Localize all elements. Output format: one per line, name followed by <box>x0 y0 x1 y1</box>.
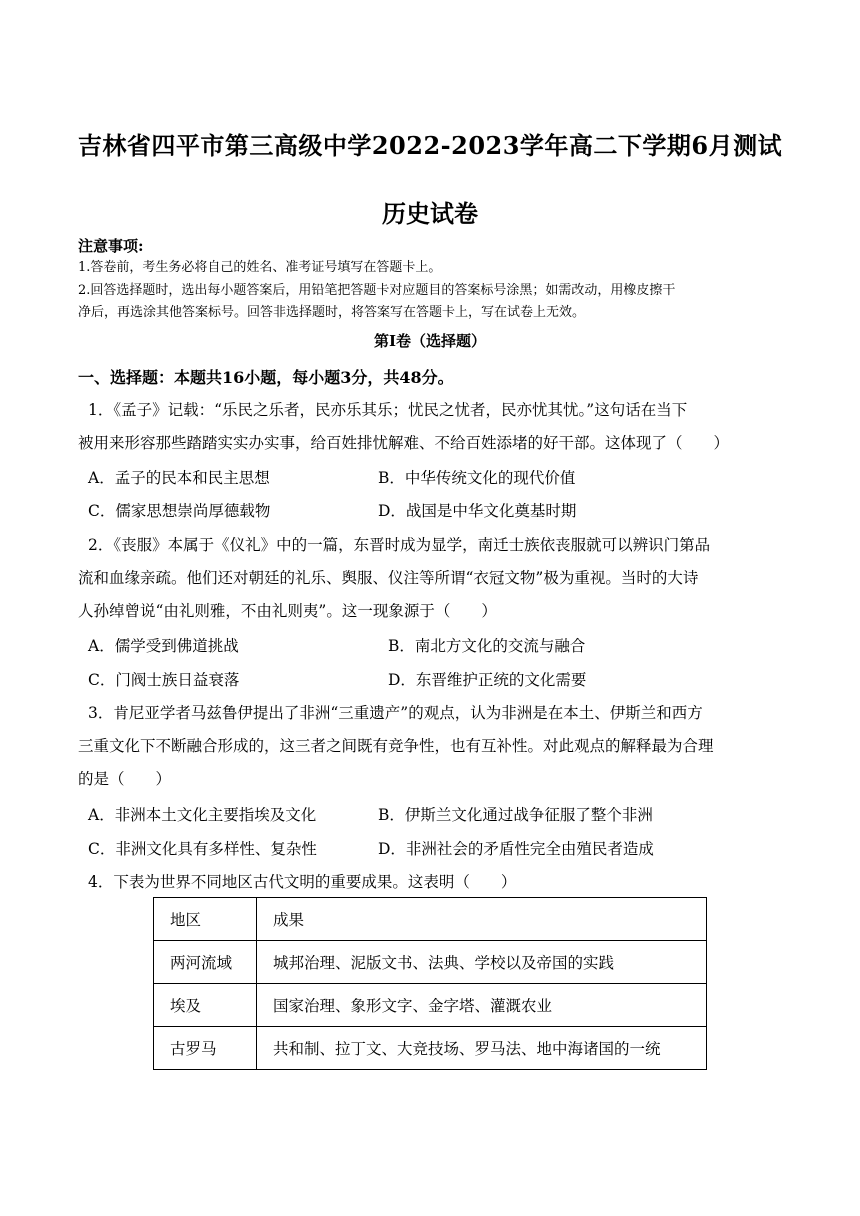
question-2-line-1: 2．《丧服》本属于《仪礼》中的一篇，东晋时成为显学，南迁士族依丧服就可以辨识门第品 <box>88 536 711 554</box>
q2-option-b: B．南北方文化的交流与融合 <box>388 637 586 655</box>
question-3-line-3: 的是（ ） <box>78 770 172 788</box>
q2-option-c: C．门阀士族日益衰落 <box>88 671 240 689</box>
exam-title: 吉林省四平市第三高级中学2022-2023学年高二下学期6月测试 <box>77 131 783 160</box>
part-title: 第Ⅰ卷（选择题） <box>373 332 487 350</box>
table-header-cell: 成果 <box>257 898 707 941</box>
table-cell: 埃及 <box>154 984 257 1027</box>
question-3-line-2: 三重文化下不断融合形成的，这三者之间既有竞争性，也有互补性。对此观点的解释最为合理 <box>78 737 714 755</box>
question-4 <box>78 866 784 899</box>
table-cell: 共和制、拉丁文、大竞技场、罗马法、地中海诸国的一统 <box>257 1027 707 1070</box>
q2-option-a: A．儒学受到佛道挑战 <box>88 637 239 655</box>
table-cell: 城邦治理、泥版文书、法典、学校以及帝国的实践 <box>257 941 707 984</box>
table-cell: 古罗马 <box>154 1027 257 1070</box>
question-1 <box>78 394 784 460</box>
civilization-table <box>153 897 707 1070</box>
question-2-line-2: 流和血缘亲疏。他们还对朝廷的礼乐、舆服、仪注等所谓“衣冠文物”极为重视。当时的大诗 <box>78 569 699 587</box>
notice-item-2-line2: 净后，再选涂其他答案标号。回答非选择题时，将答案写在答题卡上，写在试卷上无效。 <box>78 305 586 320</box>
q1-option-d: D．战国是中华文化奠基时期 <box>378 502 577 520</box>
question-2 <box>78 529 784 628</box>
question-4-line-1: 4．下表为世界不同地区古代文明的重要成果。这表明（ ） <box>88 873 517 891</box>
table-row <box>154 984 707 1027</box>
table-row <box>154 941 707 984</box>
question-1-line-2: 被用来形容那些踏踏实实办实事，给百姓排忧解难、不给百姓添堵的好干部。这体现了（ ） <box>78 434 730 452</box>
question-3 <box>78 697 784 796</box>
table-header-cell: 地区 <box>154 898 257 941</box>
q3-option-a: A．非洲本土文化主要指埃及文化 <box>88 806 317 824</box>
table-header-row <box>154 898 707 941</box>
notice-heading: 注意事项: <box>78 237 144 255</box>
q2-option-d: D．东晋维护正统的文化需要 <box>388 671 587 689</box>
table-cell: 国家治理、象形文字、金字塔、灌溉农业 <box>257 984 707 1027</box>
table-row <box>154 1027 707 1070</box>
q3-option-b: B．伊斯兰文化通过战争征服了整个非洲 <box>378 806 653 824</box>
table-cell: 两河流域 <box>154 941 257 984</box>
question-2-line-3: 人孙绰曾说“由礼则雅，不由礼则夷”。这一现象源于（ ） <box>78 602 497 620</box>
q3-option-c: C．非洲文化具有多样性、复杂性 <box>88 840 317 858</box>
section-heading: 一、选择题：本题共16小题，每小题3分，共48分。 <box>78 368 454 387</box>
q1-option-c: C．儒家思想崇尚厚德载物 <box>88 502 271 520</box>
q3-option-d: D．非洲社会的矛盾性完全由殖民者造成 <box>378 840 654 858</box>
exam-subtitle: 历史试卷 <box>382 199 478 228</box>
q1-option-a: A．孟子的民本和民主思想 <box>88 469 270 487</box>
question-3-line-1: 3．肯尼亚学者马兹鲁伊提出了非洲“三重遗产”的观点，认为非洲是在本土、伊斯兰和西方 <box>88 704 703 722</box>
question-1-line-1: 1．《孟子》记载：“乐民之乐者，民亦乐其乐；忧民之忧者，民亦忧其忧。”这句话在当下 <box>88 401 688 419</box>
q1-option-b: B．中华传统文化的现代价值 <box>378 469 576 487</box>
notice-item-2-line1: 2.回答选择题时，选出每小题答案后，用铅笔把答题卡对应题目的答案标号涂黑；如需改动，用橡皮擦干 <box>78 283 676 298</box>
notice-item-1: 1.答卷前，考生务必将自己的姓名、准考证号填写在答题卡上。 <box>78 260 442 275</box>
